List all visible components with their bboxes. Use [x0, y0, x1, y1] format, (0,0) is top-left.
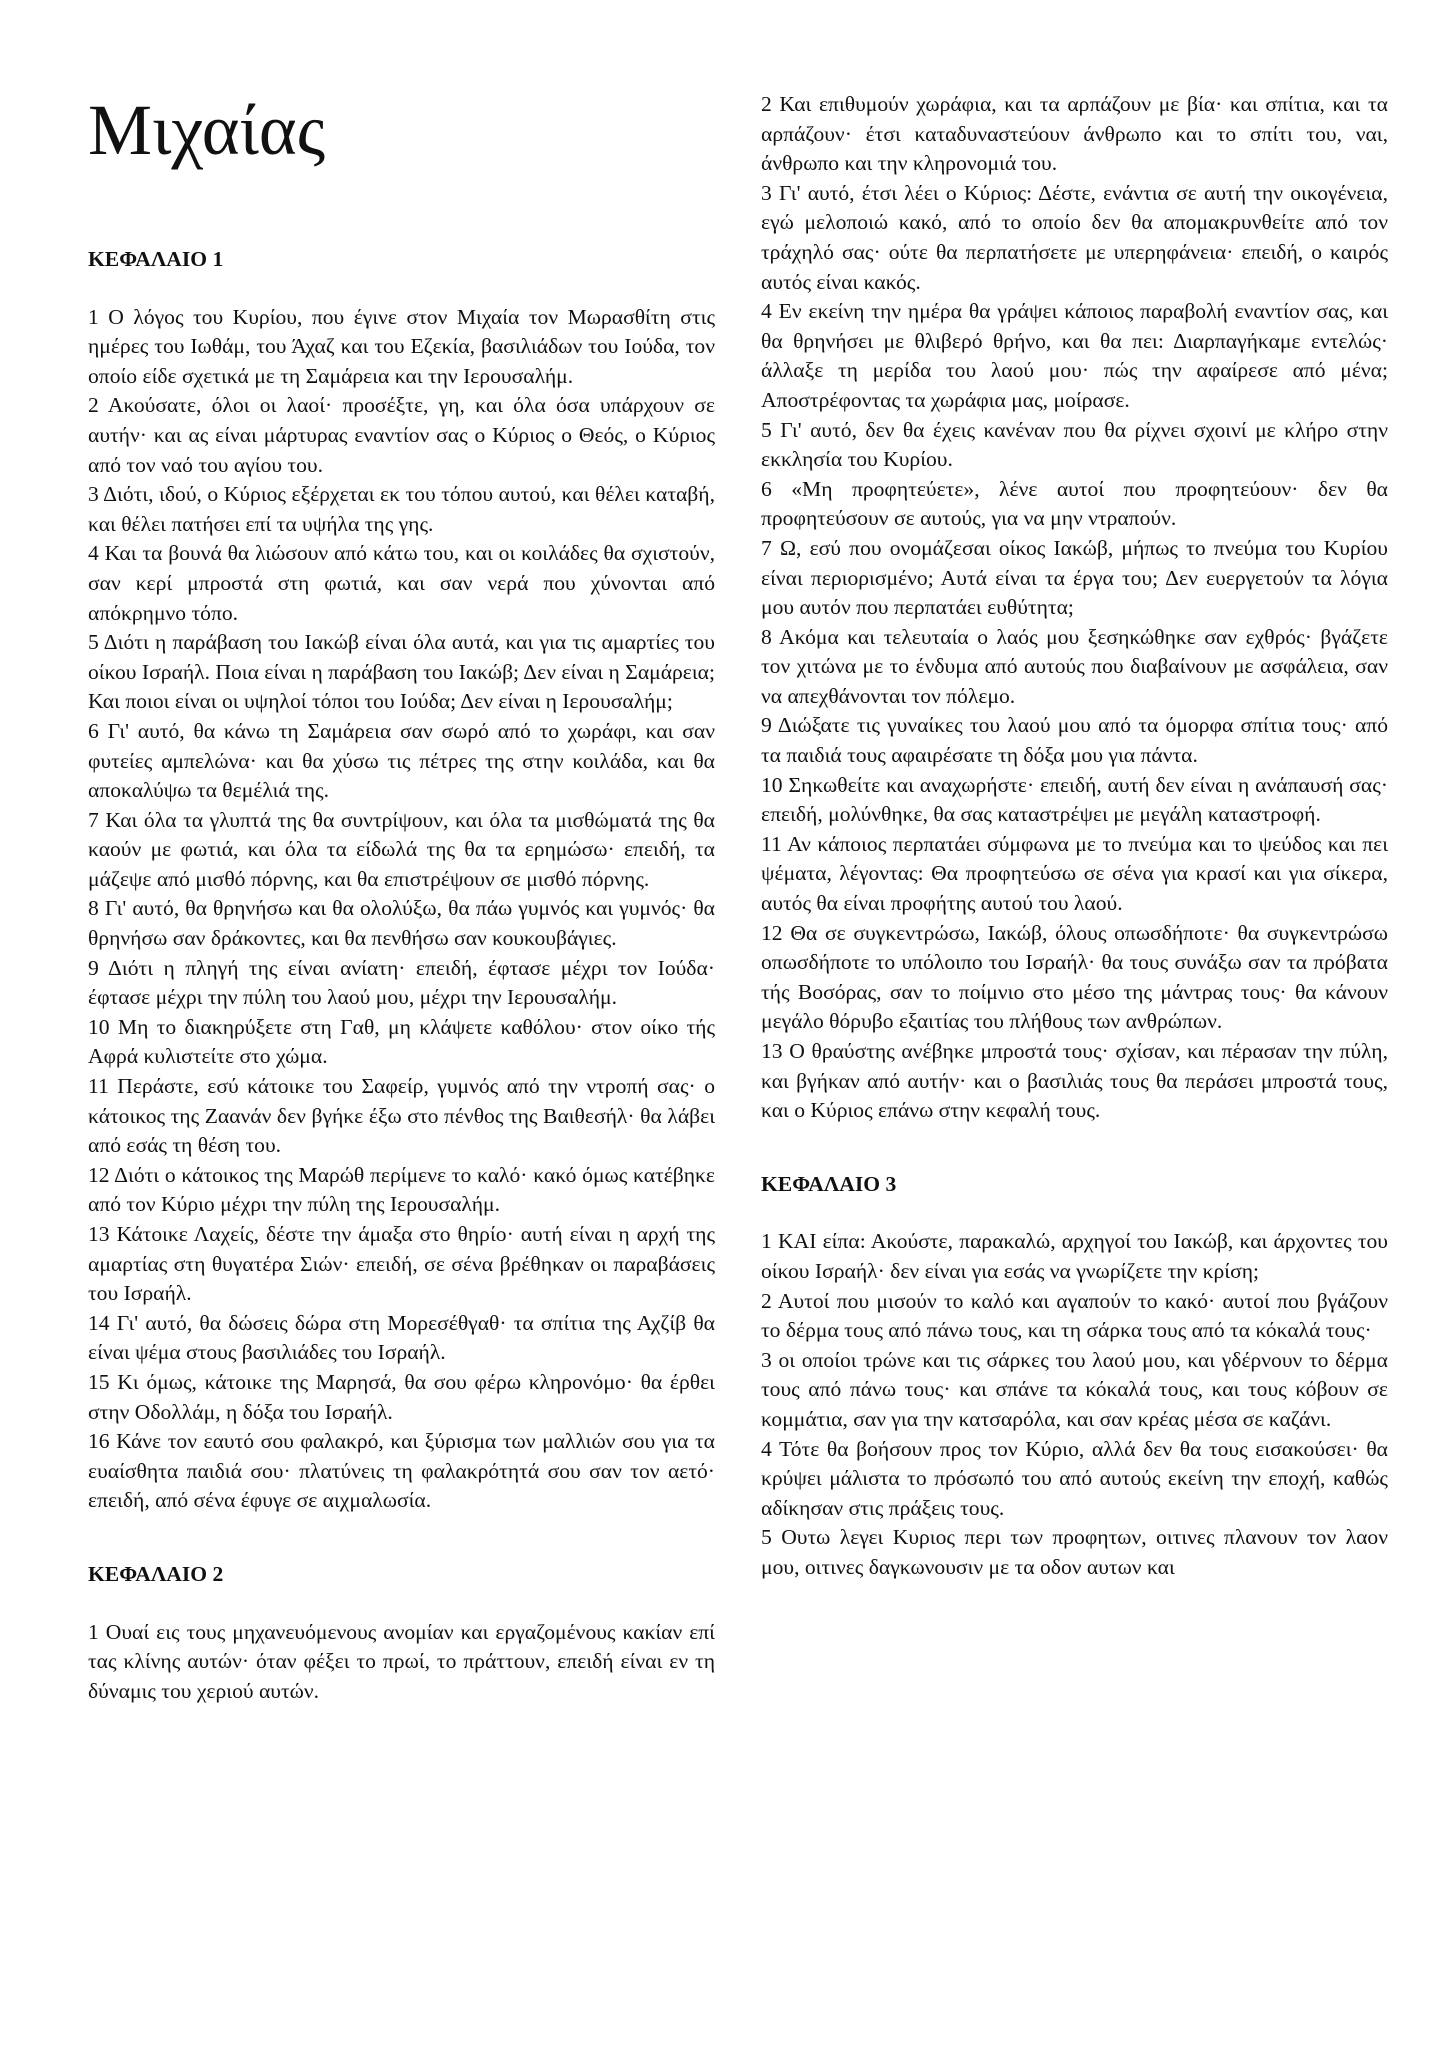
verse: 8 Γι' αυτό, θα θρηνήσω και θα ολολύξω, θα πάω γυμνός και γυμνός· θα θρηνήσω σαν δράκοντες, και θα πενθήσω σαν κουκουβάγιες. — [88, 896, 715, 951]
verse: 12 Διότι ο κάτοικος της Μαρώθ περίμενε το καλό· κακό όμως κατέβηκε από τον Κύριο μέχρι την πύλη της Ιερουσαλήμ. — [88, 1162, 715, 1217]
verse: 16 Κάνε τον εαυτό σου φαλακρό, και ξύρισμα των μαλλιών σου για τα ευαίσθητα παιδιά σου· πλατύνεις τη φαλακρότητά σου σαν τον αετό· επειδή, από σένα έφυγε σε αιχμαλωσία. — [88, 1429, 715, 1513]
chapter-heading-2: ΚΕΦΑΛΑΙΟ 2 — [88, 1561, 224, 1586]
verse: 9 Διώξατε τις γυναίκες του λαού μου από τα όμορφα σπίτια τους· από τα παιδιά τους αφαιρέσατε τη δόξα μου για πάντα. — [761, 713, 1388, 768]
verse: 11 Περάστε, εσύ κάτοικε του Σαφείρ, γυμνός από την ντροπή σας· ο κάτοικος της Ζαανάν δεν βγήκε έξω στο πένθος της Βαιθεσήλ· θα λάβει από εσάς τη θέση του. — [88, 1074, 715, 1158]
verse: 6 «Μη προφητεύετε», λένε αυτοί που προφητεύουν· δεν θα προφητεύσουν σε αυτούς, για να μην ντραπούν. — [761, 476, 1388, 531]
chapter-heading-1: ΚΕΦΑΛΑΙΟ 1 — [88, 247, 224, 271]
verse: 3 οι οποίοι τρώνε και τις σάρκες του λαού μου, και γδέρνουν το δέρμα τους από πάνω τους· και σπάνε τα κόκαλά τους, και τους κόβουν σε κομμάτια, σαν για την κατσαρόλα, και σαν κρέας μέσα σε καζάνι. — [761, 1347, 1388, 1431]
verse: 5 Ουτω λεγει Κυριος περι των προφητων, οιτινες πλανουν τον λαον μου, οιτινες δαγκωνουσιν με τα οδον αυτων και — [761, 1525, 1388, 1579]
verse: 7 Ω, εσύ που ονομάζεσαι οίκος Ιακώβ, μήπως το πνεύμα του Κυρίου είναι περιορισμένο; Αυτά είναι τα έργα του; Δεν ευεργετούν τα λόγια μου αυτόν που περπατάει ευθύτητα; — [761, 535, 1388, 620]
chapter-2-verses-continued — [761, 90, 1388, 1126]
verse: 3 Γι' αυτό, έτσι λέει ο Κύριος: Δέστε, ενάντια σε αυτή την οικογένεια, εγώ μελοποιώ κακό, από το οποίο δεν θα απομακρυνθείτε από τον τράχηλό σας· ούτε θα περπατήσετε με υπερηφάνεια· επειδή, ο καιρός αυτός είναι κακός. — [761, 180, 1388, 294]
verse: 1 ΚΑΙ είπα: Ακούστε, παρακαλώ, αρχηγοί του Ιακώβ, και άρχοντες του οίκου Ισραήλ· δεν είναι για εσάς να γνωρίζετε την κρίση; — [761, 1229, 1388, 1283]
verse: 4 Και τα βουνά θα λιώσουν από κάτω του, και οι κοιλάδες θα σχιστούν, σαν κερί μπροστά στη φωτιά, και σαν νερά που χύνονται από απόκρημνο τόπο. — [88, 541, 715, 625]
verse: 6 Γι' αυτό, θα κάνω τη Σαμάρεια σαν σωρό από το χωράφι, και σαν φυτείες αμπελώνα· και θα χύσω τις πέτρες της στην κοιλάδα, και θα αποκαλύψω τα θεμέλιά της. — [88, 718, 715, 803]
verse: 1 Ο λόγος του Κυρίου, που έγινε στον Μιχαία τον Μωρασθίτη στις ημέρες του Ιωθάμ, του Άχαζ και του Εζεκία, βασιλιάδων του Ιούδα, τον οποίο είδε σχετικά με τη Σαμάρεια και την Ιερουσαλήμ. — [88, 304, 715, 388]
verse: 5 Διότι η παράβαση του Ιακώβ είναι όλα αυτά, και για τις αμαρτίες του οίκου Ισραήλ. Ποια είναι η παράβαση του Ιακώβ; Δεν είναι η Σαμάρεια; Και ποιοι είναι οι υψηλοί τόποι του Ιούδα; Δεν είναι η Ιερουσαλήμ; — [88, 630, 715, 714]
verse: 10 Σηκωθείτε και αναχωρήστε· επειδή, αυτή δεν είναι η ανάπαυσή σας· επειδή, μολύνθηκε, θα σας καταστρέψει με μεγάλη καταστροφή. — [761, 772, 1388, 827]
verse: 13 Κάτοικε Λαχείς, δέστε την άμαξα στο θηρίο· αυτή είναι η αρχή της αμαρτίας στη θυγατέρα Σιών· επειδή, σε σένα βρέθηκαν οι παραβάσεις του Ισραήλ. — [88, 1222, 715, 1306]
verse: 12 Θα σε συγκεντρώσω, Ιακώβ, όλους οπωσδήποτε· θα συγκεντρώσω οπωσδήποτε το υπόλοιπο του Ισραήλ· θα τους συνάξω σαν τα πρόβατα τής Βοσόρας, σαν το ποίμνιο στο μέσο της μάντρας τους· θα κάνουν μεγάλο θόρυβο εξαιτίας του πλήθους των ανθρώπων. — [761, 920, 1388, 1034]
document-title: Μιχαίας — [88, 90, 326, 170]
verse: 10 Μη το διακηρύξετε στη Γαθ, μη κλάψετε καθόλου· στον οίκο τής Αφρά κυλιστείτε στο χώμα. — [88, 1014, 715, 1069]
verse: 7 Και όλα τα γλυπτά της θα συντρίψουν, και όλα τα μισθώματά της θα καούν με φωτιά, και όλα τα είδωλά της θα τα ερημώσω· επειδή, τα μάζεψε από μισθό πόρνης, και θα επιστρέψουν σε μισθό πόρνης. — [88, 807, 715, 891]
verse: 15 Κι όμως, κάτοικε της Μαρησά, θα σου φέρω κληρονόμο· θα έρθει στην Οδολλάμ, η δόξα του Ισραήλ. — [88, 1369, 715, 1424]
left-column — [88, 90, 715, 1750]
chapter-heading-3: ΚΕΦΑΛΑΙΟ 3 — [761, 1171, 897, 1196]
verse: 2 Ακούσατε, όλοι οι λαοί· προσέξτε, γη, και όλα όσα υπάρχουν σε αυτήν· και ας είναι μάρτυρας εναντίον σας ο Κύριος ο Θεός, ο Κύριος από τον ναό του αγίου του. — [88, 393, 715, 477]
verse: 1 Ουαί εις τους μηχανευόμενους ανομίαν και εργαζομένους κακίαν επί τας κλίνης αυτών· όταν φέξει το πρωί, το πράττουν, επειδή είναι εν τη δύναμις του χεριού αυτών. — [88, 1619, 715, 1703]
verse: 8 Ακόμα και τελευταία ο λαός μου ξεσηκώθηκε σαν εχθρός· βγάζετε τον χιτώνα με το ένδυμα από αυτούς που διαβαίνουν με ασφάλεια, σαν να απεχθάνονται τον πόλεμο. — [761, 624, 1388, 708]
chapter-1-verses — [88, 303, 715, 1516]
verse: 11 Αν κάποιος περπατάει σύμφωνα με το πνεύμα και το ψεύδος και πει ψέματα, λέγοντας: Θα προφητεύσω σε σένα για κρασί και για σίκερα, αυτός θα είναι προφήτης αυτού του λαού. — [761, 831, 1388, 916]
right-column — [761, 90, 1388, 1627]
verse: 13 Ο θραύστης ανέβηκε μπροστά τους· σχίσαν, και πέρασαν την πύλη, και βγήκαν από αυτήν· και ο βασιλιάς τους θα περάσει μπροστά τους, και ο Κύριος επάνω στην κεφαλή τους. — [761, 1039, 1388, 1123]
verse: 2 Αυτοί που μισούν το καλό και αγαπούν το κακό· αυτοί που βγάζουν το δέρμα τους από πάνω τους, και τη σάρκα τους από τα κόκαλά τους· — [761, 1288, 1388, 1343]
chapter-3-verses — [761, 1227, 1388, 1582]
verse: 4 Τότε θα βοήσουν προς τον Κύριο, αλλά δεν θα τους εισακούσει· θα κρύψει μάλιστα το πρόσωπό του από αυτούς εκείνη την εποχή, καθώς αδίκησαν στις πράξεις τους. — [761, 1436, 1388, 1520]
verse: 2 Και επιθυμούν χωράφια, και τα αρπάζουν με βία· και σπίτια, και τα αρπάζουν· έτσι καταδυναστεύουν άνθρωπο και το σπίτι του, ναι, άνθρωπο και την κληρονομιά του. — [761, 92, 1388, 176]
verse: 14 Γι' αυτό, θα δώσεις δώρα στη Μορεσέθγαθ· τα σπίτια της Αχζίβ θα είναι ψέμα στους βασιλιάδες του Ισραήλ. — [88, 1310, 715, 1365]
verse: 3 Διότι, ιδού, ο Κύριος εξέρχεται εκ του τόπου αυτού, και θέλει καταβή, και θέλει πατήσει επί τα υψήλα της γης. — [88, 482, 715, 536]
verse: 5 Γι' αυτό, δεν θα έχεις κανέναν που θα ρίχνει σχοινί με κλήρο στην εκκλησία του Κυρίου. — [761, 417, 1388, 472]
verse: 9 Διότι η πληγή της είναι ανίατη· επειδή, έφτασε μέχρι τον Ιούδα· έφτασε μέχρι την πύλη του λαού μου, μέχρι την Ιερουσαλήμ. — [88, 955, 715, 1010]
verse: 4 Εν εκείνη την ημέρα θα γράψει κάποιος παραβολή εναντίον σας, και θα θρηνήσει με θλιβερό θρήνο, και θα πει: Διαρπαγήκαμε εντελώς· άλλαξε τη μερίδα του λαού μου· πώς την αφαίρεσε από μένα; Αποστρέφοντας τα χωράφια μας, μοίρασε. — [761, 299, 1388, 412]
chapter-2-verses — [88, 1618, 715, 1707]
